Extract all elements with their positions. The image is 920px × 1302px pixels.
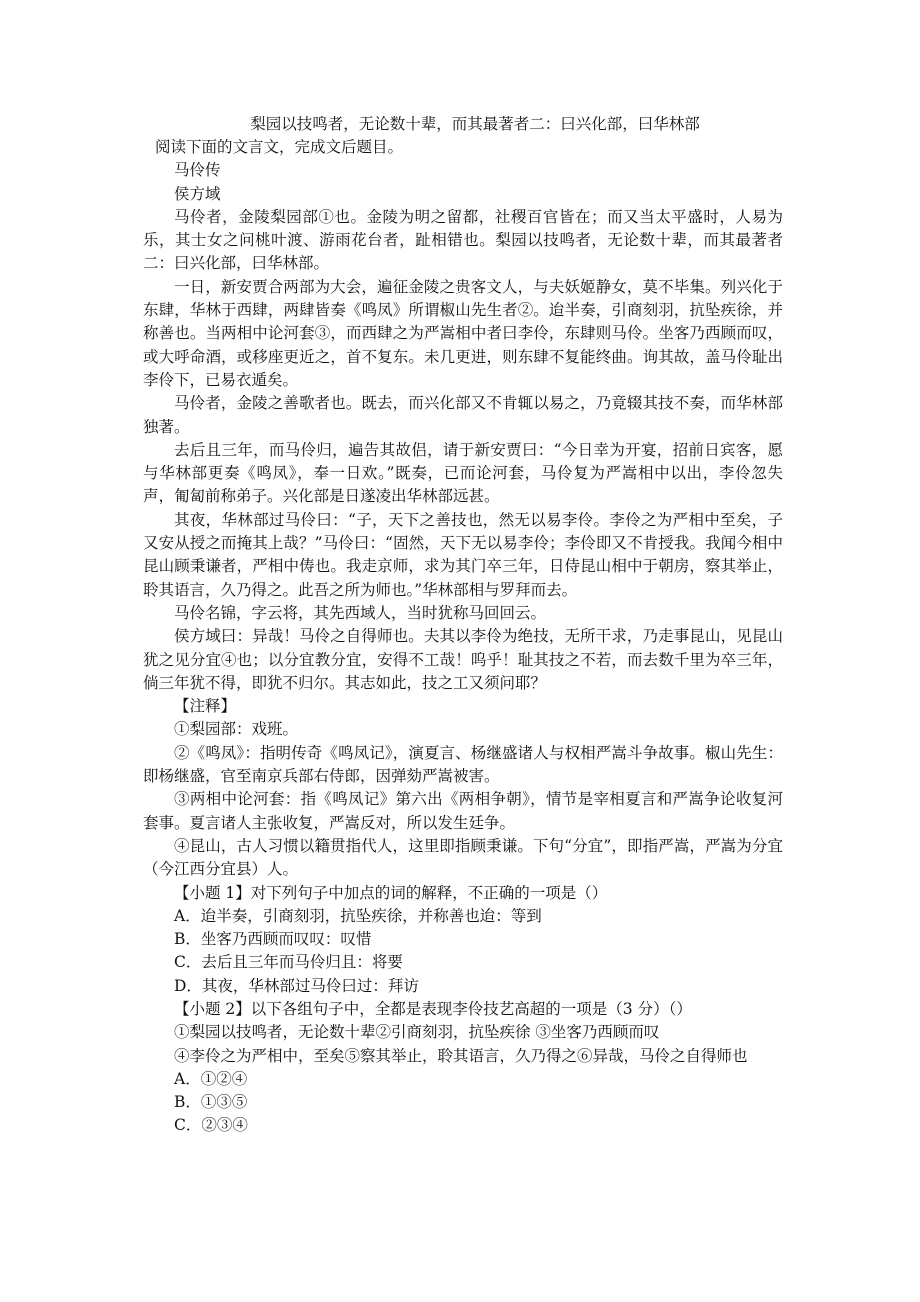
question-2-stem: 【小题 2】以下各组句子中，全都是表现李伶技艺高超的一项是（3 分）（） (174, 999, 692, 1018)
note-item: ③两相中论河套：指《鸣凤记》第六出《两相争朝》，情节是宰相夏言和严嵩争论收复河套事。夏言诸人主张收复，严嵩反对，所以发生廷争。 (143, 790, 783, 832)
question-2-line: ①梨园以技鸣者，无论数十辈②引商刻羽，抗坠疾徐 ③坐客乃西顾而叹 (174, 1023, 660, 1042)
question-1-stem: 【小题 1】对下列句子中加点的词的解释，不正确的一项是（） (174, 883, 608, 902)
article-author: 侯方域 (174, 184, 221, 203)
page-heading: 梨园以技鸣者，无论数十辈，而其最著者二：曰兴化部，曰华林部 (250, 115, 700, 133)
article-paragraph: 侯方域曰：异哉！马伶之自得师也。夫其以李伶为绝技，无所干求，乃走事昆山，见昆山犹之见分宜④也；以分宜教分宜，安得不工哉！呜乎！耻其技之不若，而去数千里为卒三年，倘三年犹不得，即犹不归尔。其志如此，技之工又须问耶？ (143, 627, 783, 692)
article-paragraph: 去后且三年，而马伶归，遍告其故侣，请于新安贾曰：“今日幸为开宴，招前日宾客，愿与华林部更奏《鸣凤》，奉一日欢。”既奏，已而论河套，马伶复为严嵩相中以出，李伶忽失声，匍匐前称弟子。兴化部是日遂凌出华林部远甚。 (143, 440, 783, 506)
article-paragraph: 其夜，华林部过马伶曰：“子，天下之善技也，然无以易李伶。李伶之为严相中至矣，子又安从授之而掩其上哉？”马伶曰：“固然，天下无以易李伶；李伶即又不肯授我。我闻今相中昆山顾秉谦者，严相中俦也。我走京师，求为其门卒三年，日侍昆山相中于朝房，察其举止，聆其语言，久乃得之。此吾之所为师也。”华林部相与罗拜而去。 (143, 510, 783, 599)
instruction-text: 阅读下面的文言文，完成文后题目。 (155, 138, 404, 156)
question-1-option-b: B．坐客乃西顾而叹叹：叹惜 (174, 930, 372, 949)
question-1-option-d: D．其夜，华林部过马伶曰过：拜访 (174, 976, 419, 995)
question-2-option-c: C．②③④ (174, 1116, 248, 1135)
article-paragraph: 一日，新安贾合两部为大会，遍征金陵之贵客文人，与夫妖姬静女，莫不毕集。列兴化于东肆，华林于西肆，两肆皆奏《鸣凤》所谓椒山先生者②。迨半奏，引商刻羽，抗坠疾徐，并称善也。当两相中论河套③，而西肆之为严嵩相中者曰李伶，东肆则马伶。坐客乃西顾而叹，或大呼命酒，或移座更近之，首不复东。未几更进，则东肆不复能终曲。询其故，盖马伶耻出李伶下，已易衣遁矣。 (143, 277, 783, 389)
notes-label: 【注释】 (174, 697, 237, 716)
article-paragraph: 马伶者，金陵之善歌者也。既去，而兴化部又不肯辄以易之，乃竟辍其技不奏，而华林部独著。 (143, 394, 783, 436)
article-paragraph: 马伶者，金陵梨园部①也。金陵为明之留都，社稷百官皆在；而又当太平盛时，人易为乐，其士女之问桃叶渡、游雨花台者，趾相错也。梨园以技鸣者，无论数十辈，而其最著者二：曰兴化部，曰华林部。 (143, 207, 783, 273)
note-item: ②《鸣凤》：指明传奇《鸣凤记》，演夏言、杨继盛诸人与权相严嵩斗争故事。椒山先生：即杨继盛，官至南京兵部右侍郎，因弹劾严嵩被害。 (143, 743, 783, 786)
article-title: 马伶传 (174, 161, 221, 180)
question-1-option-a: A．迨半奏，引商刻羽，抗坠疾徐，并称善也迨：等到 (174, 906, 542, 925)
note-item: ④昆山，古人习惯以籍贯指代人，这里即指顾秉谦。下句“分宜”，即指严嵩，严嵩为分宜（今江西分宜县）人。 (143, 836, 783, 879)
question-2-option-a: A．①②④ (174, 1069, 248, 1088)
question-1-option-c: C．去后且三年而马伶归且：将要 (174, 953, 403, 972)
note-item: ①梨园部：戏班。 (174, 720, 299, 739)
question-2-line: ④李伶之为严相中，至矣⑤察其举止，聆其语言，久乃得之⑥异哉，马伶之自得师也 (174, 1046, 748, 1065)
question-2-option-b: B．①③⑤ (174, 1093, 248, 1112)
article-paragraph: 马伶名锦，字云将，其先西域人，当时犹称马回回云。 (174, 603, 547, 622)
document-body (143, 136, 783, 1138)
